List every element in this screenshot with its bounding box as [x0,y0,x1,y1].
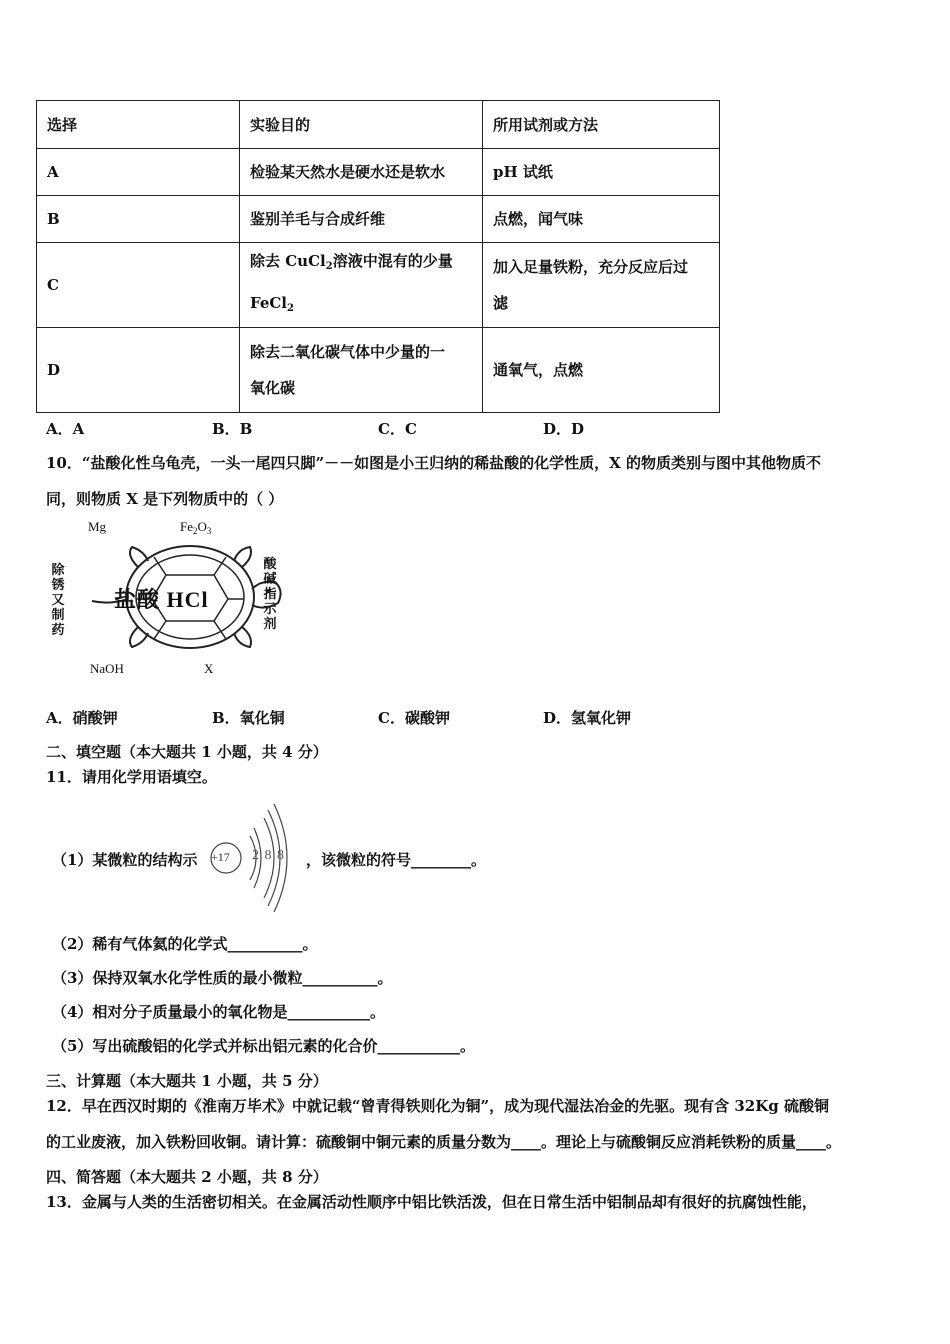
q11-part5: （5）写出硫酸铝的化学式并标出铝元素的化合价___________。 [52,1037,475,1055]
q9-option-c[interactable]: C．C [378,420,417,438]
header-cell: 所用试剂或方法 [483,101,720,149]
table-row [37,196,720,243]
header-cell: 选择 [37,101,240,149]
row-key: C [37,243,240,328]
q9-option-d[interactable]: D．D [543,420,585,438]
row-key: D [37,328,240,413]
turtle-label-x: X [204,661,214,676]
q10-stem-line1: 10．“盐酸化性乌龟壳，一头一尾四只脚”－－如图是小王归纳的稀盐酸的化学性质，X 的物质类别与图中其他物质不 [46,454,821,472]
row-method: 点燃，闻气味 [483,196,720,243]
table-header-row [37,101,720,149]
row-purpose: 检验某天然水是硬水还是软水 [240,149,483,196]
atom-nucleus: +17 [211,850,230,864]
q10-option-d[interactable]: D．氢氧化钾 [543,709,632,727]
q11-title: 11．请用化学用语填空。 [46,768,217,786]
table-row [37,149,720,196]
q10-option-c[interactable]: C．碳酸钾 [378,709,450,727]
q12-line2: 的工业废液，加入铁粉回收铜。请计算：硫酸铜中铜元素的质量分数为____。理论上与硫酸铜反应消耗铁粉的质量____。 [46,1133,842,1151]
q10-stem-line2: 同，则物质 X 是下列物质中的（ ） [46,490,284,508]
turtle-left-vertical: 除 锈 又 制 药 [51,563,65,638]
row-key: B [37,196,240,243]
row-method: 通氧气，点燃 [483,328,720,413]
q9-option-a[interactable]: A．A [46,420,85,438]
q11-part3: （3）保持双氧水化学性质的最小微粒__________。 [52,969,393,987]
q10-option-a[interactable]: A．硝酸钾 [46,709,118,727]
turtle-label-fe2o3: $Fe_2O_3$ [180,519,212,536]
row-key: A [37,149,240,196]
row-method: pH 试纸 [483,149,720,196]
atom-structure-diagram [208,802,302,912]
row-purpose: 除去二氧化碳气体中少量的一 氧化碳 [240,328,483,413]
turtle-center-label: 盐酸 HCl [114,587,209,612]
section-heading-calculation: 三、计算题（本大题共 1 小题，共 5 分） [46,1072,328,1090]
q9-option-b[interactable]: B．B [212,420,253,438]
turtle-label-mg: Mg [88,519,107,534]
row-purpose: 鉴别羊毛与合成纤维 [240,196,483,243]
header-cell: 实验目的 [240,101,483,149]
section-heading-short-answer: 四、简答题（本大题共 2 小题，共 8 分） [46,1168,328,1186]
row-purpose: 除去 CuCl$_2$溶液中混有的少量 FeCl$_2$ [240,243,483,328]
turtle-label-naoh: NaOH [90,661,124,676]
q11-part2: （2）稀有气体氦的化学式__________。 [52,935,318,953]
table-row [37,328,720,413]
q12-line1: 12．早在西汉时期的《淮南万毕术》中就记载“曾青得铁则化为铜”，成为现代湿法冶金的先驱。现有含 32Kg 硫酸铜 [46,1097,829,1115]
q10-option-b[interactable]: B．氧化铜 [212,709,285,727]
atom-electron-shells: 2 8 8 [252,848,284,863]
q13-line1: 13．金属与人类的生活密切相关。在金属活动性顺序中铝比铁活泼，但在日常生活中铝制品却有很好的抗腐蚀性能， [46,1193,817,1211]
q11-part1-suffix: ，该微粒的符号________。 [306,851,487,869]
row-method: 加入足量铁粉，充分反应后过 滤 [483,243,720,328]
section-heading-fill-in: 二、填空题（本大题共 1 小题，共 4 分） [46,743,328,761]
turtle-figure [40,515,290,680]
q11-part4: （4）相对分子质量最小的氧化物是___________。 [52,1003,385,1021]
table-row [37,243,720,328]
q11-part1-prefix: （1）某微粒的结构示 [52,851,198,869]
q9-table [36,100,720,413]
turtle-right-vertical: 酸 碱 指 示 剂 [263,557,277,632]
